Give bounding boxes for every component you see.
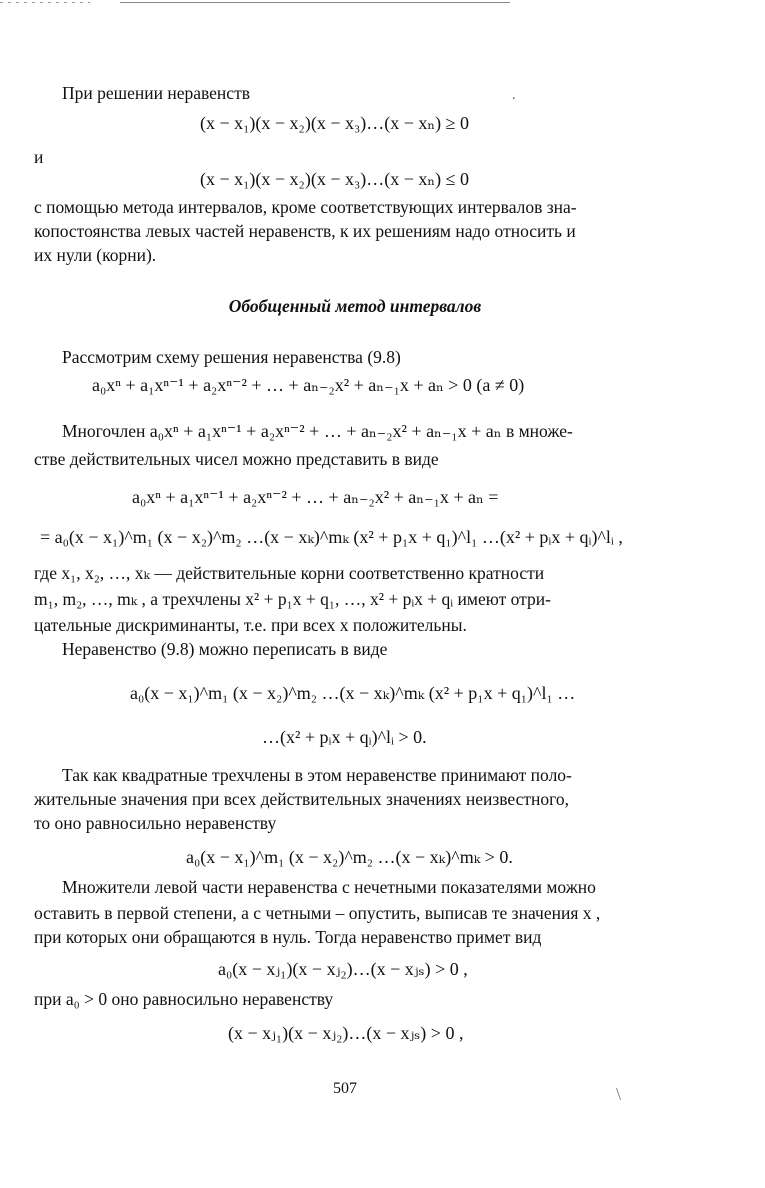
paragraph-line: при которых они обращаются в нуль. Тогда неравенство примет вид [34,927,542,947]
inequality-ge: (x − x₁)(x − x₂)(x − x₃)…(x − xₙ) ≥ 0 [200,113,470,133]
paragraph-line: стве действительных чисел можно представить в виде [34,449,439,469]
inequality-le: (x − x₁)(x − x₂)(x − x₃)…(x − xₙ) ≤ 0 [200,169,470,189]
conjunction-and: и [34,147,44,167]
paragraph-line: Множители левой части неравенства с нечетными показателями можно [62,877,596,897]
scan-edge-line [120,2,510,3]
paragraph-line: где x₁, x₂, …, xₖ — действительные корни соответственно кратности [34,563,545,583]
paragraph-line: m₁, m₂, …, mₖ , а трехчлены x² + p₁x + q₁, …, x² + pᵢx + qᵢ имеют отри- [34,589,551,609]
paragraph-line: при a₀ > 0 оно равносильно неравенству [34,989,334,1009]
rewrite-formula-line2: …(x² + pᵢx + qᵢ)^lᵢ > 0. [262,727,427,747]
paragraph-line: цательные дискриминанты, т.е. при всех x положительны. [34,615,467,635]
paragraph-line: жительные значения при всех действительных значениях неизвестного, [34,789,570,809]
intro-text: При решении неравенств [62,83,250,103]
polynomial-prefix: Многочлен [62,421,146,441]
paragraph-line: то оно равносильно неравенству [34,813,277,833]
stray-dot: . [512,88,516,103]
paragraph-line: с помощью метода интервалов, кроме соответствующих интервалов зна- [34,197,577,217]
odd-factors-formula: a₀(x − xⱼ₁)(x − xⱼ₂)…(x − xⱼₛ) > 0 , [218,959,468,979]
polynomial-formula: a₀xⁿ + a₁xⁿ⁻¹ + a₂xⁿ⁻² + … + aₙ₋₂x² + aₙ₋₁x + aₙ = [132,487,499,507]
paragraph-line: их нули (корни). [34,245,157,265]
rewrite-formula-line1: a₀(x − x₁)^m₁ (x − x₂)^m₂ …(x − xₖ)^mₖ (x² + p₁x + q₁)^l₁ … [130,683,576,703]
paragraph-line: оставить в первой степени, а с четными – опустить, выписав те значения x , [34,903,601,923]
scan-edge-mark [0,2,90,3]
formula-9-8: a₀xⁿ + a₁xⁿ⁻¹ + a₂xⁿ⁻² + … + aₙ₋₂x² + aₙ₋₁x + aₙ > 0 (a ≠ 0) [92,375,525,395]
paragraph-line [62,420,573,442]
factorization-formula: = a₀(x − x₁)^m₁ (x − x₂)^m₂ …(x − xₖ)^mₖ (x² + p₁x + q₁)^l₁ …(x² + pᵢx + qᵢ)^lᵢ , [40,527,623,547]
section-heading: Обобщенный метод интервалов [228,296,482,316]
paragraph-line: копостоянства левых частей неравенств, к их решениям надо относить и [34,221,576,241]
paragraph-line: Рассмотрим схему решения неравенства (9.8) [62,347,401,367]
page-number: 507 [333,1080,357,1097]
polynomial-inline: a₀xⁿ + a₁xⁿ⁻¹ + a₂xⁿ⁻² + … + aₙ₋₂x² + aₙ₋₁x + aₙ [149,421,502,441]
equivalent-formula: a₀(x − x₁)^m₁ (x − x₂)^m₂ …(x − xₖ)^mₖ > 0. [186,847,513,867]
paragraph-line: Так как квадратные трехчлены в этом неравенстве принимают поло- [62,765,572,785]
final-formula: (x − xⱼ₁)(x − xⱼ₂)…(x − xⱼₛ) > 0 , [228,1023,464,1043]
scan-stroke-mark: \ [616,1084,622,1104]
polynomial-suffix: в множе- [505,421,573,441]
paragraph-line: Неравенство (9.8) можно переписать в виде [62,639,388,659]
